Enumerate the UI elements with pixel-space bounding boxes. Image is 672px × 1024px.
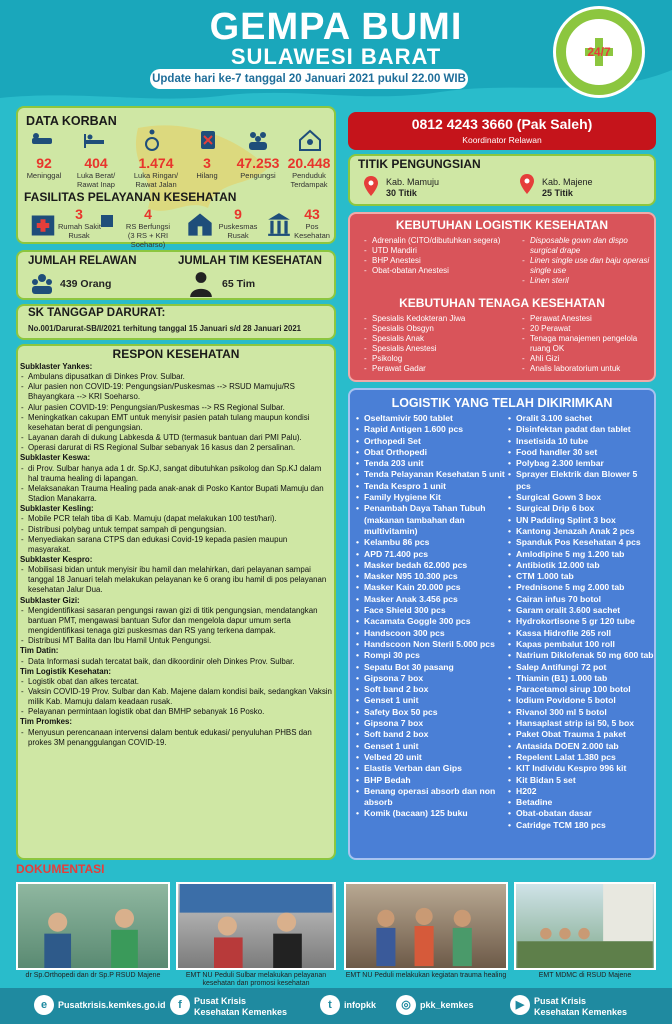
list-item: - Analis laboratorium untuk [522, 364, 652, 374]
youtube-icon: ▶ [510, 995, 530, 1015]
list-item: • Soft band 2 box [356, 684, 506, 695]
page-title: GEMPA BUMI [209, 6, 463, 48]
list-item: • Obat-obatan dasar [508, 808, 654, 819]
respon-title: RESPON KESEHATAN [112, 347, 240, 361]
list-item: - Obat-obatan Anestesi [364, 266, 514, 276]
list-item: • Kit Bidan 5 set [508, 775, 654, 786]
respon-item: - Logistik obat dan alkes tercatat. [20, 677, 332, 687]
location-pin-icon [520, 174, 534, 194]
list-item: • Velbed 20 unit [356, 752, 506, 763]
stat-pengungsi: 47.253 Pengungsi [236, 155, 280, 180]
respon-item: - Menyediakan sarana CTPS dan edukasi Covid-19 kepada pasien maupun masyarakat. [20, 535, 332, 555]
list-item: • Family Hygiene Kit [356, 492, 506, 503]
respon-list [20, 362, 332, 748]
list-item: - Perawat Gadar [364, 364, 514, 374]
stat-luka-berat: 404 Luka Berat/ Rawat Inap [76, 155, 116, 189]
respon-item: - Meningkatkan cakupan EMT untuk menyisir pasien patah tulang maupun kondisi kesehatan berat di pengungsian. [20, 413, 332, 433]
contact-phone: 0812 4243 3660 (Pak Saleh) [411, 116, 593, 132]
relawan-title: JUMLAH RELAWAN [28, 255, 137, 267]
list-item: • Hansaplast strip isi 50, 5 box [508, 718, 654, 729]
list-item: • Kelambu 86 pcs [356, 537, 506, 548]
respon-item: - Pelayanan permintaan logistik obat dan BMHP sebanyak 16 Posko. [20, 707, 332, 717]
list-item: • KIT Individu Kespro 996 kit [508, 763, 654, 774]
stat-hilang: 3 Hilang [196, 155, 218, 180]
sk-text: No.001/Darurat-SB/I/2021 terhitung tanggal 15 Januari s/d 28 Januari 2021 [28, 324, 301, 333]
respon-section-heading: Subklaster Yankes: [20, 362, 93, 371]
hospital-functioning-icon [100, 214, 114, 228]
fasilitas-title: FASILITAS PELAYANAN KESEHATAN [24, 190, 237, 204]
list-item: • Penambah Daya Tahan Tubuh (makanan tambahan dan multivitamin) [356, 503, 506, 537]
list-item: • Rompi 30 pcs [356, 650, 506, 661]
list-item: • Natrium Diklofenak 50 mg 600 tab [508, 650, 654, 661]
pengungsian-b-name: Kab. Majene [542, 177, 593, 187]
pos-kesehatan-icon [266, 210, 292, 238]
update-banner: Update hari ke-7 tanggal 20 Januari 2021 pukul 22.00 WIB [150, 69, 468, 89]
list-item: - Spesialis Kedokteran Jiwa [364, 314, 514, 324]
list-item: - Perawat Anestesi [522, 314, 652, 324]
sk-title: SK TANGGAP DARURAT: [28, 307, 166, 319]
respon-item: - Ambulans dipusatkan di Dinkes Prov. Sulbar. [20, 372, 332, 382]
list-item: • Disinfektan padat dan tablet [508, 424, 654, 435]
list-item: • Masker N95 10.300 pcs [356, 571, 506, 582]
list-item: • H202 [508, 786, 654, 797]
list-item: • Kacamata Goggle 300 pcs [356, 616, 506, 627]
respon-item: - Operasi darurat di RS Regional Sulbar sebanyak 16 kasus dan 2 persalinan. [20, 443, 332, 453]
list-item: • Sprayer Elektrik dan Blower 5 pcs [508, 469, 654, 492]
list-item: • Paket Obat Trauma 1 paket [508, 729, 654, 740]
photo-3-caption: EMT NU Peduli melakukan kegiatan trauma healing [345, 972, 507, 979]
list-item: • Masker Anak 3.456 pcs [356, 594, 506, 605]
logistik-list-right [522, 236, 652, 286]
list-item: • Salep Antifungi 72 pot [508, 662, 654, 673]
list-item: • Oseltamivir 500 tablet [356, 413, 506, 424]
footer-instagram[interactable]: pkk_kemkes [420, 1000, 474, 1010]
dikirim-list-left [356, 413, 506, 820]
respon-section-heading: Subklaster Gizi: [20, 595, 80, 605]
logistik-title: KEBUTUHAN LOGISTIK KESEHATAN [395, 218, 609, 232]
list-item: - 20 Perawat [522, 324, 652, 334]
page-subtitle: SULAWESI BARAT [230, 44, 442, 69]
list-item: - UTD Mandiri [364, 246, 514, 256]
stat-luka-ringan: 1.474 Luka Ringan/ Rawat Jalan [133, 155, 179, 189]
respon-section-heading: Subklaster Kespro: [20, 554, 93, 564]
photo-2-caption: EMT NU Peduli Sulbar melakukan pelayanan kesehatan dan promosi kesehatan [185, 972, 327, 987]
respon-item: - Alur pasien non COVID-19: Pengungsian/Puskesmas --> RSUD Mamuju/RS Bhayangkara --> KRI Soeharso. [20, 382, 332, 402]
list-item: • Masker bedah 62.000 pcs [356, 560, 506, 571]
list-item: • Paracetamol sirup 100 botol [508, 684, 654, 695]
list-item: • Tenda Pelayanan Kesehatan 5 unit [356, 469, 506, 480]
data-korban-title: DATA KORBAN [26, 114, 117, 128]
respon-item: - Layanan darah di dukung Labkesda & UTD (termasuk bantuan dari PMI Palu). [20, 433, 332, 443]
list-item: • Surgical Gown 3 box [508, 492, 654, 503]
photo-4 [514, 882, 656, 970]
stat-pos-kesehatan: 43 Pos Kesehatan [294, 206, 330, 240]
list-item: - Linen single use dan baju operasi single use [522, 256, 652, 276]
list-item: • Surgical Drip 6 box [508, 503, 654, 514]
affected-house-icon [298, 128, 322, 152]
list-item: - Spesialis Obsgyn [364, 324, 514, 334]
footer-twitter[interactable]: infopkk [344, 1000, 377, 1010]
list-item: - Adrenalin (CITO/dibutuhkan segera) [364, 236, 514, 246]
respon-section-heading: Subklaster Kesling: [20, 504, 94, 514]
location-pin-icon [364, 176, 378, 196]
instagram-icon: ◎ [396, 995, 416, 1015]
list-item: • CTM 1.000 tab [508, 571, 654, 582]
respon-item: - Mobile PCR telah tiba di Kab. Mamuju (dapat melakukan 100 test/hari). [20, 514, 332, 524]
list-item: • Gipsona 7 box [356, 718, 506, 729]
list-item: • Obat Orthopedi [356, 447, 506, 458]
relawan-value: 439 Orang [60, 278, 112, 290]
list-item: • Face Shield 300 pcs [356, 605, 506, 616]
list-item: • Betadine [508, 797, 654, 808]
list-item: • Hydrokortisone 5 gr 120 tube [508, 616, 654, 627]
list-item: • Gipsona 7 box [356, 673, 506, 684]
footer-web[interactable]: Pusatkrisis.kemkes.go.id [58, 1000, 166, 1010]
hospital-bed-icon [82, 128, 106, 152]
list-item: • Orthopedi Set [356, 436, 506, 447]
pengungsian-title: TITIK PENGUNGSIAN [358, 157, 481, 171]
puskesmas-icon [186, 210, 214, 238]
list-item: • Antibiotik 12.000 tab [508, 560, 654, 571]
list-item: - Spesialis Anak [364, 334, 514, 344]
list-item: • Komik (bacaan) 125 buku [356, 808, 506, 819]
stat-meninggal: 92 Meninggal [26, 155, 62, 180]
respon-section-heading: Tim Logistik Kesehatan: [20, 666, 112, 676]
list-item: • Insetisida 10 tube [508, 436, 654, 447]
list-item: • Oralit 3.100 sachet [508, 413, 654, 424]
list-item: - Ahli Gizi [522, 354, 652, 364]
list-item: • Elastis Verban dan Gips [356, 763, 506, 774]
list-item: • Safety Box 50 pcs [356, 707, 506, 718]
pengungsian-a-val: 30 Titik [386, 188, 417, 198]
tim-title: JUMLAH TIM KESEHATAN [178, 255, 322, 267]
list-item: - Tenaga manajemen pengelola ruang OK [522, 334, 652, 354]
doctor-icon [188, 270, 214, 298]
dokumentasi-title: DOKUMENTASI [16, 862, 105, 876]
tenaga-title: KEBUTUHAN TENAGA KESEHATAN [399, 296, 605, 310]
stat-puskesmas-rusak: 9 Puskesmas Rusak [218, 206, 258, 240]
pengungsian-b-val: 25 Titik [542, 188, 573, 198]
list-item: • Tenda Kespro 1 unit [356, 481, 506, 492]
tenaga-list-right [522, 314, 652, 374]
list-item: • Rivanol 300 ml 5 botol [508, 707, 654, 718]
list-item: • Iodium Povidone 5 botol [508, 695, 654, 706]
web-icon: e [34, 995, 54, 1015]
pusat-krisis-logo [551, 4, 647, 100]
photo-3 [344, 882, 508, 970]
list-item: • Food handler 30 set [508, 447, 654, 458]
list-item: • Genset 1 unit [356, 741, 506, 752]
list-item: • Polybag 2.300 lembar [508, 458, 654, 469]
facebook-icon: f [170, 995, 190, 1015]
stat-penduduk-terdampak: 20.448 Penduduk Terdampak [287, 155, 331, 189]
pengungsian-a-name: Kab. Mamuju [386, 177, 440, 187]
respon-item: - Mobilisasi bidan untuk menyisir ibu hamil dan melahirkan, dari pelayanan sampai tanggal 18 Januari telah melakukan pelayanan ke 6 orang ibu hamil di pos pelayanan kesehatan Jalur Dua. [20, 565, 332, 595]
list-item: • APD 71.400 pcs [356, 549, 506, 560]
respon-item: - Data Informasi sudah tercatat baik, dan dikoordinir oleh Dinkes Prov. Sulbar. [20, 657, 332, 667]
respon-item: - Distribusi MT Balita dan Ibu Hamil Untuk Pengungsi. [20, 636, 332, 646]
list-item: • Spanduk Pos Kesehatan 4 pcs [508, 537, 654, 548]
deceased-icon [30, 128, 54, 152]
contact-role: Koordinator Relawan [462, 135, 542, 145]
list-item: • Prednisone 5 mg 2.000 tab [508, 582, 654, 593]
respon-item: - Mengidentifikasi sasaran pengungsi rawan gizi di titik pengungsian, mendatangkan bantuan PMT, mengawasi bantuan Sufor dan mengelola dapur umum serta mengidentifikasi tenaga gizi puskesmas dan RS yang terkena dampak. [20, 606, 332, 636]
respon-section-heading: Tim Datin: [20, 646, 59, 656]
list-item: • Benang operasi absorb dan non absorb [356, 786, 506, 809]
photo-4-caption: EMT MDMC di RSUD Majene [538, 972, 632, 979]
list-item: • Catridge TCM 180 pcs [508, 820, 654, 831]
list-item: • Tenda 203 unit [356, 458, 506, 469]
list-item: • Thiamin (B1) 1.000 tab [508, 673, 654, 684]
respon-item: - Melaksanakan Trauma Healing pada anak-anak di Posko Kantor Bupati Mamuju dan Stadion Manakarra. [20, 484, 332, 504]
list-item: • Rapid Antigen 1.600 pcs [356, 424, 506, 435]
list-item: • Kapas pembalut 100 roll [508, 639, 654, 650]
twitter-icon: t [320, 995, 340, 1015]
list-item: • Masker Kain 20.000 pcs [356, 582, 506, 593]
list-item: • Garam oralit 3.600 sachet [508, 605, 654, 616]
list-item: • Handscoon 300 pcs [356, 628, 506, 639]
list-item: • Kassa Hidrofile 265 roll [508, 628, 654, 639]
respon-item: - Alur pasien COVID-19: Pengungsian/Puskesmas --> RS Regional Sulbar. [20, 403, 332, 413]
stat-rs-berfungsi: 4 RS Berfungsi (3 RS + KRI Soeharso) [125, 206, 171, 249]
list-item: • Repelent Lalat 1.380 pcs [508, 752, 654, 763]
respon-item: - Menyusun perencanaan intervensi dalam bentuk edukasi/ penyuluhan PHBS dan prokes 3M penanggulangan COVID-19. [20, 728, 332, 748]
list-item: • Sepatu Bot 30 pasang [356, 662, 506, 673]
list-item: - Spesialis Anestesi [364, 344, 514, 354]
footer-youtube[interactable]: Pusat Krisis Kesehatan Kemenkes [534, 996, 628, 1017]
missing-person-icon [196, 128, 220, 152]
list-item: • Kantong Jenazah Anak 2 pcs [508, 526, 654, 537]
refugees-icon [246, 128, 270, 152]
list-item: • BHP Bedah [356, 775, 506, 786]
logistik-list-left [364, 236, 514, 276]
list-item: - Linen steril [522, 276, 652, 286]
list-item: • UN Padding Splint 3 box [508, 515, 654, 526]
tenaga-list-left [364, 314, 514, 374]
dikirim-list-right [508, 413, 654, 831]
list-item: • Cairan infus 70 botol [508, 594, 654, 605]
list-item: • Antasida DOEN 2.000 tab [508, 741, 654, 752]
list-item: • Genset 1 unit [356, 695, 506, 706]
stat-rs-rusak: 3 Rumah Sakit Rusak [58, 206, 101, 240]
respon-item: - Vaksin COVID-19 Prov. Sulbar dan Kab. Majene dalam kondisi baik, sedangkan Vaksin milik Kab. Mamuju dalam keadaan rusak. [20, 687, 332, 707]
list-item: - BHP Anestesi [364, 256, 514, 266]
photo-1 [16, 882, 170, 970]
hospital-icon [28, 208, 58, 238]
list-item: - Disposable gown dan dispo surgical drape [522, 236, 652, 256]
tim-value: 65 Tim [222, 278, 256, 290]
list-item: • Amlodipine 5 mg 1.200 tab [508, 549, 654, 560]
list-item: • Handscoon Non Steril 5.000 pcs [356, 639, 506, 650]
volunteers-icon [30, 272, 54, 296]
photo-2 [176, 882, 336, 970]
respon-item: - Distribusi polybag untuk tempat sampah di pengungsian. [20, 525, 332, 535]
wheelchair-icon [142, 128, 166, 152]
svg-text:24/7: 24/7 [587, 45, 611, 59]
footer-facebook[interactable]: Pusat Krisis Kesehatan Kemenkes [194, 996, 288, 1017]
photo-1-caption: dr Sp.Orthopedi dan dr Sp.P RSUD Majene [25, 972, 161, 979]
list-item: • Soft band 2 box [356, 729, 506, 740]
list-item: - Psikolog [364, 354, 514, 364]
respon-section-heading: Subklaster Keswa: [20, 453, 91, 463]
dikirim-title: LOGISTIK YANG TELAH DIKIRIMKAN [391, 396, 613, 410]
respon-section-heading: Tim Promkes: [20, 717, 73, 727]
respon-item: - di Prov. Sulbar hanya ada 1 dr. Sp.KJ, sangat dibutuhkan psikolog dan Sp.KJ dalam hal trauma healing di lapangan. [20, 464, 332, 484]
